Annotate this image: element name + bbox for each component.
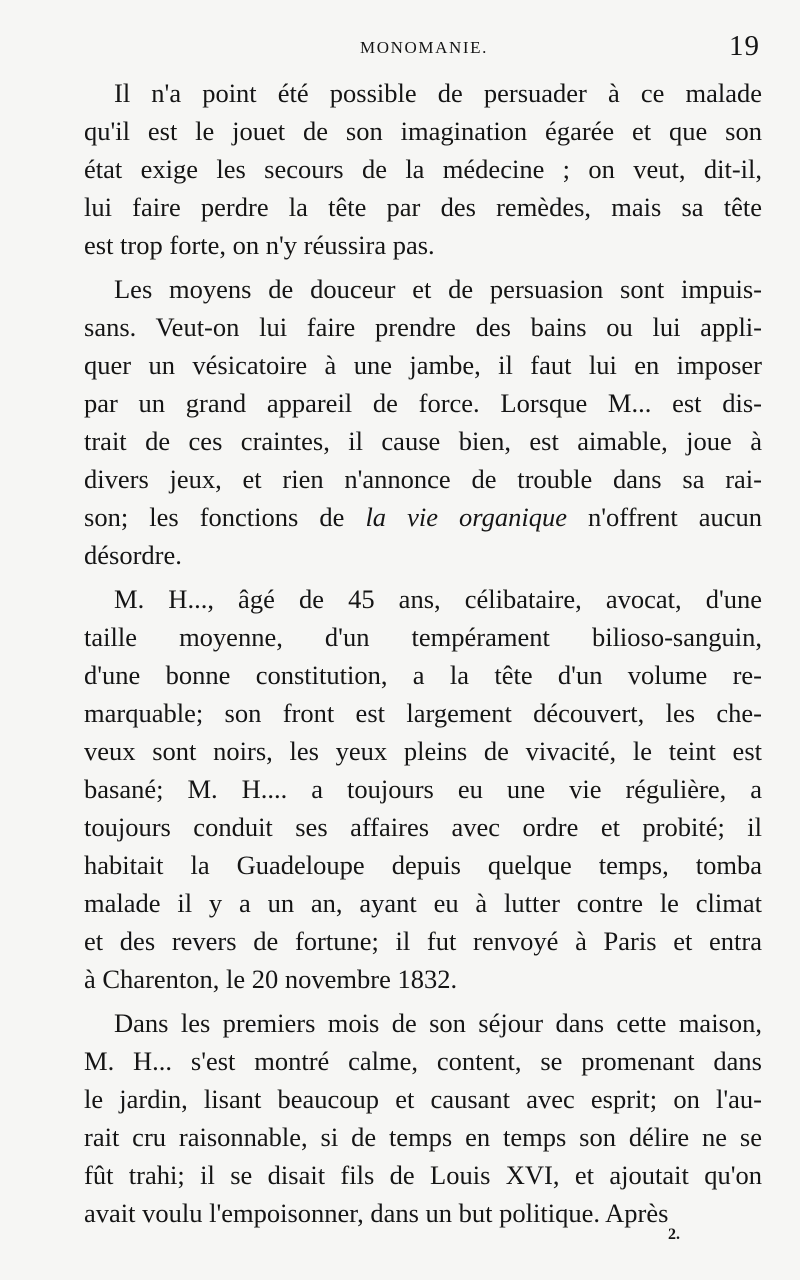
text-line	[84, 618, 762, 656]
text-segment: divers jeux, et rien n'annonce de trouble dans sa rai-	[84, 464, 762, 494]
text-line	[84, 884, 762, 922]
running-head: MONOMANIE.	[360, 38, 488, 57]
text-line	[84, 112, 762, 150]
text-line	[84, 846, 762, 884]
page-header	[84, 30, 764, 66]
text-segment: taille moyenne, d'un tempérament bilioso-sanguin,	[84, 622, 762, 652]
text-line	[84, 422, 762, 460]
text-line	[84, 656, 762, 694]
text-line	[84, 770, 762, 808]
text-segment: avait voulu l'empoisonner, dans un but politique. Après	[84, 1198, 669, 1228]
text-line	[84, 1042, 762, 1080]
text-segment: basané; M. H.... a toujours eu une vie régulière, a	[84, 774, 762, 804]
text-segment: n'offrent aucun	[566, 502, 762, 532]
text-segment: sans. Veut-on lui faire prendre des bains ou lui appli-	[84, 312, 762, 342]
text-segment: trait de ces craintes, il cause bien, est aimable, joue à	[84, 426, 762, 456]
body-text	[84, 74, 762, 1238]
text-line	[84, 150, 762, 188]
text-line	[84, 384, 762, 422]
text-line	[84, 226, 762, 264]
text-segment: lui faire perdre la tête par des remèdes, mais sa tête	[84, 192, 762, 222]
text-segment: est trop forte, on n'y réussira pas.	[84, 230, 435, 260]
text-line	[84, 1194, 762, 1232]
text-line	[84, 270, 762, 308]
text-segment: malade il y a un an, ayant eu à lutter contre le climat	[84, 888, 762, 918]
text-line	[84, 498, 762, 536]
text-segment: quer un vésicatoire à une jambe, il faut lui en imposer	[84, 350, 762, 380]
text-segment: le jardin, lisant beaucoup et causant avec esprit; on l'au-	[84, 1084, 762, 1114]
text-line	[84, 732, 762, 770]
text-segment: rait cru raisonnable, si de temps en temps son délire ne se	[84, 1122, 762, 1152]
text-segment: et des revers de fortune; il fut renvoyé à Paris et entra	[84, 926, 762, 956]
text-segment: M. H... s'est montré calme, content, se promenant dans	[84, 1046, 762, 1076]
page-number: 19	[729, 30, 760, 62]
text-segment: qu'il est le jouet de son imagination égarée et que son	[84, 116, 762, 146]
text-line	[84, 1156, 762, 1194]
text-segment: marquable; son front est largement découvert, les che-	[84, 698, 762, 728]
italic-phrase: la vie organique	[365, 502, 567, 532]
text-line	[84, 1080, 762, 1118]
text-segment: d'une bonne constitution, a la tête d'un volume re-	[84, 660, 762, 690]
text-line	[84, 536, 762, 574]
text-segment: Les moyens de douceur et de persuasion sont impuis-	[114, 274, 762, 304]
text-line	[84, 460, 762, 498]
paragraph	[84, 580, 762, 998]
text-segment: par un grand appareil de force. Lorsque M... est dis-	[84, 388, 762, 418]
text-line	[84, 580, 762, 618]
text-line	[84, 1118, 762, 1156]
text-segment: Il n'a point été possible de persuader à ce malade	[114, 78, 762, 108]
text-line	[84, 308, 762, 346]
paragraph	[84, 270, 762, 574]
text-line	[84, 960, 762, 998]
text-segment: toujours conduit ses affaires avec ordre et probité; il	[84, 812, 762, 842]
text-segment: M. H..., âgé de 45 ans, célibataire, avocat, d'une	[114, 584, 762, 614]
paragraph	[84, 74, 762, 264]
text-line	[84, 74, 762, 112]
text-line	[84, 694, 762, 732]
text-segment: état exige les secours de la médecine ; on veut, dit-il,	[84, 154, 762, 184]
paragraph	[84, 1004, 762, 1232]
text-segment: à Charenton, le 20 novembre 1832.	[84, 964, 458, 994]
signature-mark: 2.	[668, 1226, 680, 1243]
text-line	[84, 346, 762, 384]
text-line	[84, 922, 762, 960]
text-segment: son; les fonctions de	[84, 502, 366, 532]
text-line	[84, 808, 762, 846]
text-segment: habitait la Guadeloupe depuis quelque temps, tomba	[84, 850, 762, 880]
text-line	[84, 1004, 762, 1042]
text-segment: fût trahi; il se disait fils de Louis XVI, et ajoutait qu'on	[84, 1160, 762, 1190]
text-line	[84, 188, 762, 226]
text-segment: désordre.	[84, 540, 182, 570]
text-segment: veux sont noirs, les yeux pleins de vivacité, le teint est	[84, 736, 762, 766]
text-segment: Dans les premiers mois de son séjour dans cette maison,	[114, 1008, 762, 1038]
